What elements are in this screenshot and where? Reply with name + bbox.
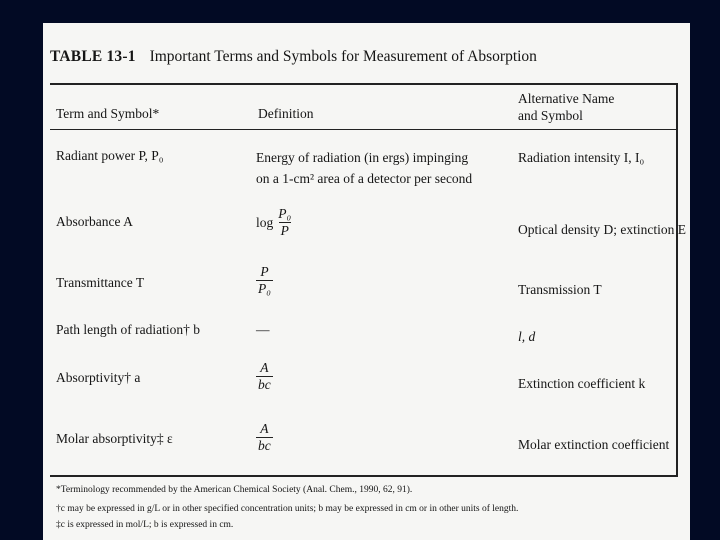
header-alternative <box>518 90 614 124</box>
row-alternative: Molar extinction coefficient <box>518 437 670 452</box>
fraction-numerator: A <box>260 360 269 375</box>
row-definition: — <box>256 322 270 337</box>
fraction-numerator: P <box>260 264 269 279</box>
table-number: TABLE 13-1 <box>50 48 136 65</box>
table-caption <box>50 48 680 66</box>
row-term: Transmittance T <box>56 275 145 290</box>
log-label: log <box>256 214 274 230</box>
row-term: Absorptivity† a <box>56 370 141 385</box>
header-definition: Definition <box>258 106 314 121</box>
row-definition-log-fraction <box>256 206 293 239</box>
table-right-border <box>676 83 678 477</box>
fraction-numerator: P₀ <box>278 206 292 221</box>
row-definition-fraction <box>256 360 273 393</box>
header-term: Term and Symbol* <box>56 106 160 121</box>
row-alternative: Transmission T <box>518 282 602 297</box>
row-alternative: Radiation intensity I, I₀ <box>518 150 645 165</box>
row-term: Path length of radiation† b <box>56 322 200 337</box>
row-definition-line1: Energy of radiation (in ergs) impinging <box>256 150 469 165</box>
scanned-table-page <box>43 23 690 540</box>
table-title: Important Terms and Symbols for Measurement of Absorption <box>149 48 537 65</box>
table-top-rule <box>50 83 677 85</box>
table-bottom-rule <box>50 475 677 477</box>
fraction-denominator: P <box>280 223 289 238</box>
fraction-denominator: P₀ <box>258 281 271 296</box>
header-alternative-line1: Alternative Name <box>518 91 615 106</box>
row-alternative: l, d <box>518 329 536 344</box>
header-rule <box>50 129 677 130</box>
row-alternative: Extinction coefficient k <box>518 376 646 391</box>
row-definition-fraction <box>256 421 273 454</box>
row-term: Radiant power P, P₀ <box>56 148 164 163</box>
footnote: *Terminology recommended by the American Chemical Society (Anal. Chem., 1990, 62, 91). <box>56 485 413 495</box>
fraction-numerator: A <box>260 421 269 436</box>
row-definition-fraction <box>256 264 273 297</box>
header-alternative-line2: and Symbol <box>518 108 583 123</box>
row-alternative: Optical density D; extinction E <box>518 222 686 237</box>
row-term: Absorbance A <box>56 214 133 229</box>
fraction <box>276 206 293 239</box>
fraction-denominator: bc <box>258 377 271 392</box>
row-term: Molar absorptivity‡ ε <box>56 431 173 446</box>
row-definition <box>256 147 472 189</box>
fraction-denominator: bc <box>258 438 271 453</box>
row-definition-line2: on a 1-cm² area of a detector per second <box>256 171 473 186</box>
footnote: †c may be expressed in g/L or in other specified concentration units; b may be expressed in cm or in other units of length. <box>56 504 519 514</box>
footnote: ‡c is expressed in mol/L; b is expressed in cm. <box>56 520 234 530</box>
